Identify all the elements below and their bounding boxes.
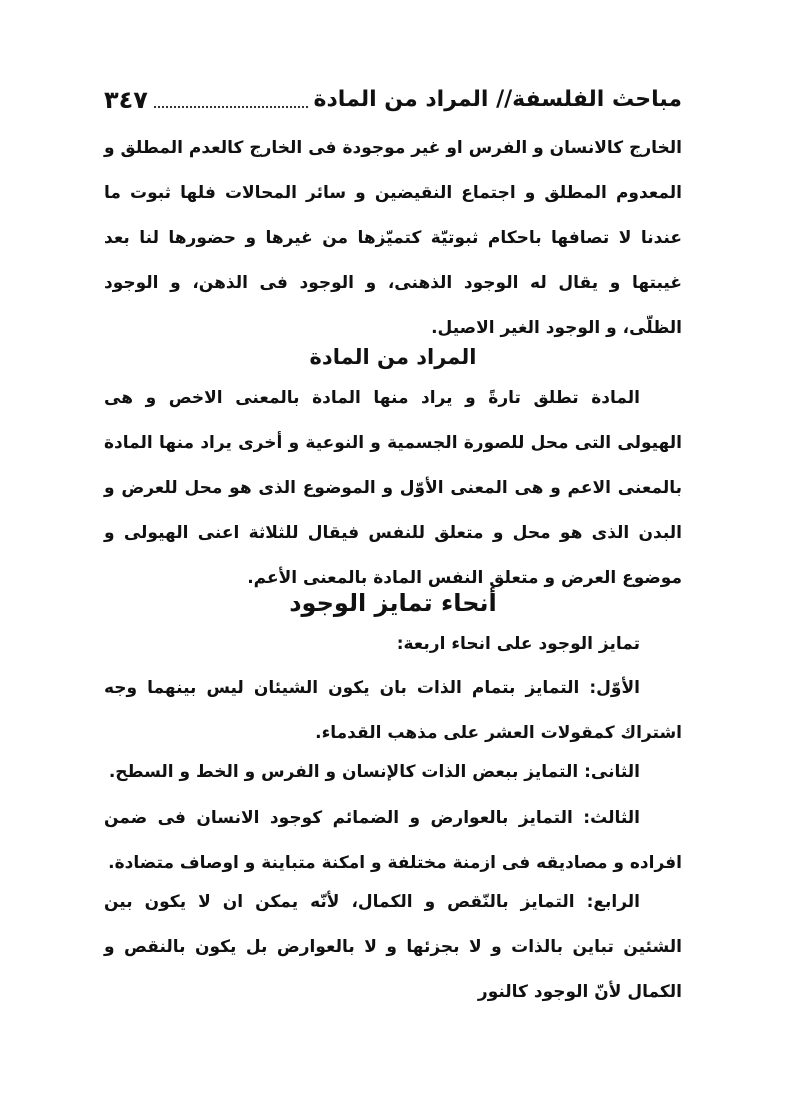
section-heading-existence-distinction: أنحاء تمايز الوجود (289, 589, 497, 617)
page-header (104, 74, 682, 114)
paragraph-matter-definition: المادة تطلق تارةً و يراد منها المادة بالمعنى الاخص و هى الهيولى التى محل للصورة الجسمية و النوعية و أخرى يراد منها المادة بالمعنى الاعم و هى المعنى الأوّل و الموضوع الذى هو محل للعرض و البدن الذى هو محل و متعلق للنفس فيقال للثلاثة اعنى الهيولى و موضوع العرض و متعلق النفس المادة بالمعنى الأعم. (104, 388, 682, 588)
paragraph-fourth-type: الرابع: التمايز بالنّقص و الكمال، لأنّه يمكن ان لا يكون بين الشئين تباين بالذات و لا بجزئها و لا بالعوارض بل يكون بالنقص و الكمال لأنّ الوجود كالنور (104, 892, 682, 1002)
paragraph-intro-four-types: تمايز الوجود على انحاء اربعة: (396, 634, 640, 654)
paragraph-first-type: الأوّل: التمايز بتمام الذات بان يكون الشيئان ليس بينهما وجه اشتراك كمقولات العشر على مذهب القدماء. (104, 678, 682, 743)
paragraph-third-type: الثالث: التمايز بالعوارض و الضمائم كوجود الانسان فى ضمن افراده و مصاديقه فى ازمنة مختلفة و امكنة متباينة و اوصاف متضادة. (104, 808, 682, 873)
page-number: ٣٤٧ (104, 86, 148, 114)
paragraph-continuation: الخارج كالانسان و الفرس او غير موجودة فى الخارج كالعدم المطلق و المعدوم المطلق و اجتماع النقيضين و سائر المحالات فلها ثبوت ما عندنا لا تصافها باحكام ثبوتيّة كتميّزها من غيرها و حضورها لنا بعد غيبتها و يقال له الوجود الذهنى، و الوجود فى الذهن، و الوجود الظلّى، و الوجود الغير الاصيل. (104, 138, 682, 338)
paragraph-second-type: الثانى: التمايز ببعض الذات كالإنسان و الفرس و الخط و السطح. (108, 762, 640, 782)
section-heading-matter: المراد من المادة (309, 345, 477, 369)
header-dot-leader (154, 105, 308, 108)
running-title: مباحث الفلسفة// المراد من المادة (313, 87, 682, 112)
